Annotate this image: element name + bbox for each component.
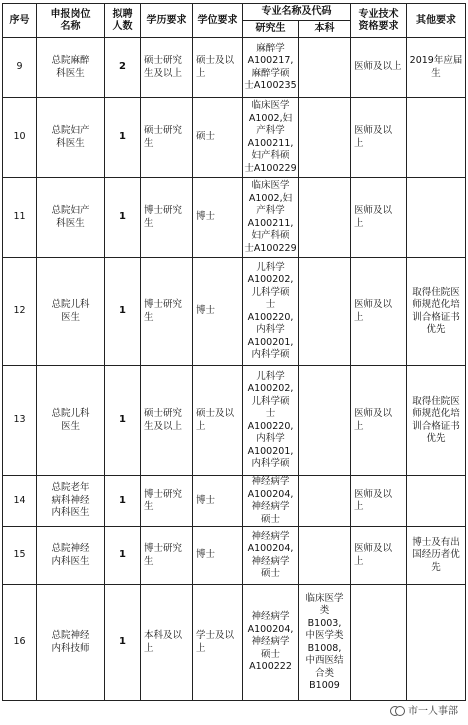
table-row (3, 258, 466, 366)
row-other-requirements: 取得住院医 师规范化培 训合格证书 优先 (407, 258, 466, 366)
row-tech-qualification: 医师及以上 (351, 38, 407, 98)
row-post-name: 总院儿科 医生 (37, 258, 105, 366)
row-tech-qualification: 医师及以 上 (351, 98, 407, 178)
row-hire-count: 1 (105, 366, 141, 476)
row-education: 博士研究 生 (141, 476, 193, 527)
row-seq: 12 (3, 258, 37, 366)
row-tech-qualification (351, 585, 407, 701)
row-post-name: 总院妇产 科医生 (37, 178, 105, 258)
row-graduate-major: 临床医学 A1002,妇 产科学 A100211, 妇产科硕 士A100229 (243, 178, 299, 258)
table-row (3, 178, 466, 258)
row-post-name: 总院神经 内科技师 (37, 585, 105, 701)
row-education: 硕士研究 生及以上 (141, 38, 193, 98)
row-undergraduate-major (299, 476, 351, 527)
header-education: 学历要求 (141, 4, 193, 38)
row-undergraduate-major (299, 178, 351, 258)
row-hire-count: 1 (105, 585, 141, 701)
row-post-name: 总院麻醉 科医生 (37, 38, 105, 98)
row-tech-qualification: 医师及以 上 (351, 527, 407, 585)
row-tech-qualification: 医师及以 上 (351, 178, 407, 258)
row-graduate-major: 临床医学 A1002,妇 产科学 A100211, 妇产科硕 士A100229 (243, 98, 299, 178)
header-seq: 序号 (3, 4, 37, 38)
row-undergraduate-major (299, 527, 351, 585)
row-education: 本科及以 上 (141, 585, 193, 701)
row-other-requirements: 博士及有出 国经历者优 先 (407, 527, 466, 585)
header-hire-count: 拟聘 人数 (105, 4, 141, 38)
row-undergraduate-major: 临床医学 类 B1003, 中医学类 B1008, 中西医结 合类 B1009 (299, 585, 351, 701)
row-degree: 硕士及以 上 (193, 366, 243, 476)
row-degree: 博士 (193, 527, 243, 585)
row-degree: 博士 (193, 476, 243, 527)
row-hire-count: 1 (105, 258, 141, 366)
header-degree: 学位要求 (193, 4, 243, 38)
row-undergraduate-major (299, 366, 351, 476)
row-degree: 学士及以 上 (193, 585, 243, 701)
header-post-name: 申报岗位 名称 (37, 4, 105, 38)
row-seq: 10 (3, 98, 37, 178)
row-undergraduate-major (299, 258, 351, 366)
row-seq: 15 (3, 527, 37, 585)
row-graduate-major: 儿科学 A100202, 儿科学硕 士 A100220, 内科学 A100201, 内科学硕 (243, 258, 299, 366)
row-hire-count: 2 (105, 38, 141, 98)
row-other-requirements (407, 98, 466, 178)
row-degree: 博士 (193, 258, 243, 366)
table-row (3, 527, 466, 585)
row-graduate-major: 神经病学 A100204, 神经病学 硕士 (243, 527, 299, 585)
row-hire-count: 1 (105, 178, 141, 258)
row-graduate-major: 神经病学 A100204, 神经病学 硕士 A100222 (243, 585, 299, 701)
row-other-requirements: 取得住院医 师规范化培 训合格证书 优先 (407, 366, 466, 476)
table-row (3, 38, 466, 98)
row-degree: 博士 (193, 178, 243, 258)
row-post-name: 总院神经 内科医生 (37, 527, 105, 585)
row-seq: 16 (3, 585, 37, 701)
row-other-requirements (407, 178, 466, 258)
row-degree: 硕士 (193, 98, 243, 178)
row-tech-qualification: 医师及以 上 (351, 476, 407, 527)
row-undergraduate-major (299, 98, 351, 178)
header-undergraduate: 本科 (299, 21, 351, 38)
row-hire-count: 1 (105, 527, 141, 585)
table-row (3, 98, 466, 178)
header-other: 其他要求 (407, 4, 466, 38)
row-hire-count: 1 (105, 476, 141, 527)
row-tech-qualification: 医师及以 上 (351, 366, 407, 476)
watermark (390, 702, 458, 717)
header-graduate: 研究生 (243, 21, 299, 38)
recruitment-table (2, 3, 466, 701)
row-education: 博士研究 生 (141, 178, 193, 258)
row-education: 硕士研究 生 (141, 98, 193, 178)
row-degree: 硕士及以 上 (193, 38, 243, 98)
row-education: 博士研究 生 (141, 258, 193, 366)
row-seq: 11 (3, 178, 37, 258)
row-graduate-major: 麻醉学 A100217, 麻醉学硕 士A100235 (243, 38, 299, 98)
wechat-logo-icon (390, 705, 404, 715)
table-row (3, 366, 466, 476)
row-seq: 9 (3, 38, 37, 98)
row-undergraduate-major (299, 38, 351, 98)
row-other-requirements: 2019年应届 生 (407, 38, 466, 98)
row-hire-count: 1 (105, 98, 141, 178)
row-seq: 14 (3, 476, 37, 527)
row-post-name: 总院老年 病科神经 内科医生 (37, 476, 105, 527)
row-education: 博士研究 生 (141, 527, 193, 585)
row-other-requirements (407, 585, 466, 701)
row-graduate-major: 儿科学 A100202, 儿科学硕 士 A100220, 内科学 A100201, 内科学硕 (243, 366, 299, 476)
table-row (3, 476, 466, 527)
row-tech-qualification: 医师及以 上 (351, 258, 407, 366)
header-tech-qualification: 专业技术 资格要求 (351, 4, 407, 38)
row-other-requirements (407, 476, 466, 527)
row-post-name: 总院儿科 医生 (37, 366, 105, 476)
watermark-text: 市一人事部 (408, 706, 458, 717)
header-major-group: 专业名称及代码 (243, 4, 351, 21)
row-seq: 13 (3, 366, 37, 476)
row-education: 硕士研究 生及以上 (141, 366, 193, 476)
table-row (3, 585, 466, 701)
row-graduate-major: 神经病学 A100204, 神经病学 硕士 (243, 476, 299, 527)
row-post-name: 总院妇产 科医生 (37, 98, 105, 178)
